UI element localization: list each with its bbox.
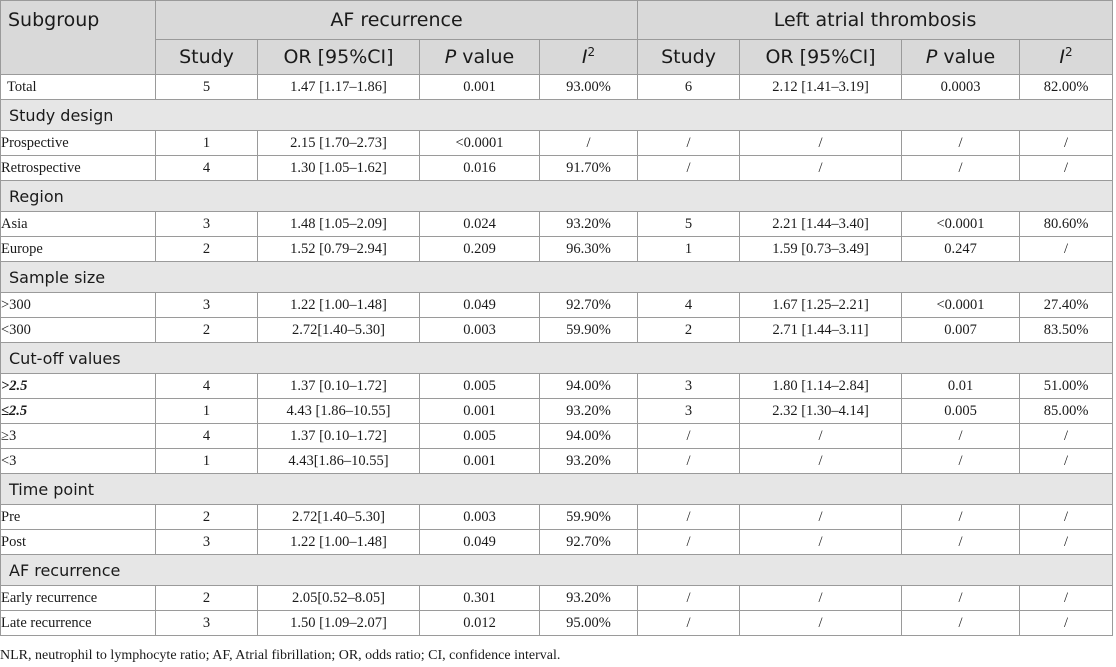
lat-study-cell: 4: [638, 293, 740, 318]
lat-or-cell: 2.21 [1.44–3.40]: [740, 212, 902, 237]
lat-i2-cell: 85.00%: [1020, 399, 1113, 424]
table-row: [1, 611, 1113, 636]
af-i2-cell: /: [540, 131, 638, 156]
lat-i2-cell: 51.00%: [1020, 374, 1113, 399]
af-study-cell: 3: [156, 611, 258, 636]
af-or-cell: 4.43[1.86–10.55]: [258, 449, 420, 474]
lat-or-cell: /: [740, 156, 902, 181]
af-or-header: OR [95%CI]: [258, 40, 420, 75]
lat-i2-cell: /: [1020, 505, 1113, 530]
lat-p-cell: /: [902, 505, 1020, 530]
af-or-cell: 1.22 [1.00–1.48]: [258, 530, 420, 555]
group-header-row: [1, 100, 1113, 131]
lat-p-cell: /: [902, 586, 1020, 611]
lat-or-cell: /: [740, 530, 902, 555]
lat-p-cell: /: [902, 424, 1020, 449]
af-or-cell: 2.05[0.52–8.05]: [258, 586, 420, 611]
row-label: <3: [1, 449, 156, 474]
row-label: Total: [1, 75, 156, 100]
lat-p-cell: 0.01: [902, 374, 1020, 399]
af-study-cell: 1: [156, 131, 258, 156]
lat-i2-cell: /: [1020, 237, 1113, 262]
table-row: [1, 75, 1113, 100]
row-label: Europe: [1, 237, 156, 262]
lat-i2-cell: /: [1020, 586, 1113, 611]
group-label: Sample size: [1, 262, 1113, 293]
lat-study-cell: /: [638, 505, 740, 530]
table-row: [1, 530, 1113, 555]
af-or-cell: 1.22 [1.00–1.48]: [258, 293, 420, 318]
table-row: [1, 293, 1113, 318]
lat-i2-cell: /: [1020, 131, 1113, 156]
af-p-cell: 0.005: [420, 424, 540, 449]
lat-p-cell: <0.0001: [902, 212, 1020, 237]
af-study-cell: 3: [156, 530, 258, 555]
table-row: [1, 586, 1113, 611]
table-row: [1, 424, 1113, 449]
lat-or-cell: 2.71 [1.44–3.11]: [740, 318, 902, 343]
row-label: >2.5: [1, 374, 156, 399]
group-header-row: [1, 343, 1113, 374]
lat-or-cell: 2.32 [1.30–4.14]: [740, 399, 902, 424]
af-study-cell: 2: [156, 237, 258, 262]
af-or-cell: 1.47 [1.17–1.86]: [258, 75, 420, 100]
af-or-cell: 1.48 [1.05–2.09]: [258, 212, 420, 237]
af-p-cell: 0.301: [420, 586, 540, 611]
lat-p-cell: 0.247: [902, 237, 1020, 262]
row-label: <300: [1, 318, 156, 343]
lat-p-cell: /: [902, 530, 1020, 555]
af-i2-cell: 93.20%: [540, 586, 638, 611]
af-i2-cell: 93.20%: [540, 399, 638, 424]
table-row: [1, 212, 1113, 237]
row-label: Early recurrence: [1, 586, 156, 611]
row-label: Late recurrence: [1, 611, 156, 636]
af-p-cell: 0.024: [420, 212, 540, 237]
af-or-cell: 2.15 [1.70–2.73]: [258, 131, 420, 156]
lat-or-cell: 2.12 [1.41–3.19]: [740, 75, 902, 100]
lat-p-cell: /: [902, 156, 1020, 181]
lat-or-header: OR [95%CI]: [740, 40, 902, 75]
af-i2-cell: 92.70%: [540, 530, 638, 555]
lat-p-cell: /: [902, 611, 1020, 636]
af-i2-cell: 96.30%: [540, 237, 638, 262]
lat-study-cell: 6: [638, 75, 740, 100]
row-label: Prospective: [1, 131, 156, 156]
table-row: [1, 318, 1113, 343]
af-i2-cell: 93.20%: [540, 449, 638, 474]
af-p-cell: 0.001: [420, 449, 540, 474]
af-study-cell: 3: [156, 293, 258, 318]
lat-or-cell: /: [740, 505, 902, 530]
af-or-cell: 2.72[1.40–5.30]: [258, 318, 420, 343]
group-header-row: [1, 474, 1113, 505]
table-row: [1, 449, 1113, 474]
row-label: Pre: [1, 505, 156, 530]
af-i2-cell: 59.90%: [540, 318, 638, 343]
subgroup-header: Subgroup: [1, 1, 156, 75]
group-label: Cut-off values: [1, 343, 1113, 374]
af-or-cell: 1.52 [0.79–2.94]: [258, 237, 420, 262]
af-study-cell: 2: [156, 318, 258, 343]
group-label: Study design: [1, 100, 1113, 131]
af-or-cell: 1.30 [1.05–1.62]: [258, 156, 420, 181]
lat-p-cell: /: [902, 449, 1020, 474]
af-i2-header: $I^2$: [540, 40, 638, 75]
af-study-cell: 1: [156, 399, 258, 424]
table-row: [1, 156, 1113, 181]
af-i2-cell: 92.70%: [540, 293, 638, 318]
lat-study-cell: 3: [638, 399, 740, 424]
af-i2-cell: 94.00%: [540, 374, 638, 399]
group-label: Region: [1, 181, 1113, 212]
af-recurrence-header: AF recurrence: [156, 1, 638, 40]
af-study-cell: 3: [156, 212, 258, 237]
table-row: [1, 505, 1113, 530]
af-p-cell: 0.001: [420, 75, 540, 100]
group-header-row: [1, 181, 1113, 212]
af-i2-cell: 93.00%: [540, 75, 638, 100]
af-study-cell: 2: [156, 586, 258, 611]
af-i2-cell: 91.70%: [540, 156, 638, 181]
af-p-cell: 0.001: [420, 399, 540, 424]
lat-i2-cell: /: [1020, 611, 1113, 636]
lat-p-cell: /: [902, 131, 1020, 156]
af-study-cell: 2: [156, 505, 258, 530]
lat-or-cell: 1.67 [1.25–2.21]: [740, 293, 902, 318]
af-study-cell: 4: [156, 156, 258, 181]
lat-i2-cell: 27.40%: [1020, 293, 1113, 318]
lat-study-cell: /: [638, 611, 740, 636]
af-p-cell: 0.003: [420, 318, 540, 343]
group-label: AF recurrence: [1, 555, 1113, 586]
row-label: Asia: [1, 212, 156, 237]
af-or-cell: 2.72[1.40–5.30]: [258, 505, 420, 530]
lat-i2-cell: /: [1020, 424, 1113, 449]
af-or-cell: 1.50 [1.09–2.07]: [258, 611, 420, 636]
row-label: ≤2.5: [1, 399, 156, 424]
lat-study-cell: /: [638, 449, 740, 474]
af-p-header: P value: [420, 40, 540, 75]
lat-i2-cell: /: [1020, 530, 1113, 555]
lat-study-header: Study: [638, 40, 740, 75]
row-label: Post: [1, 530, 156, 555]
lat-i2-cell: 80.60%: [1020, 212, 1113, 237]
af-p-cell: 0.049: [420, 293, 540, 318]
lat-study-cell: 1: [638, 237, 740, 262]
lat-study-cell: /: [638, 156, 740, 181]
lat-p-cell: 0.0003: [902, 75, 1020, 100]
lat-study-cell: 2: [638, 318, 740, 343]
af-p-cell: 0.003: [420, 505, 540, 530]
lat-study-cell: /: [638, 530, 740, 555]
lat-or-cell: /: [740, 131, 902, 156]
table-row: [1, 374, 1113, 399]
lat-i2-header: $I^2$: [1020, 40, 1113, 75]
lat-study-cell: 3: [638, 374, 740, 399]
af-p-cell: 0.005: [420, 374, 540, 399]
af-study-cell: 4: [156, 374, 258, 399]
table-row: [1, 237, 1113, 262]
table-row: [1, 399, 1113, 424]
af-study-header: Study: [156, 40, 258, 75]
af-p-cell: 0.049: [420, 530, 540, 555]
lat-p-header: P value: [902, 40, 1020, 75]
lat-study-cell: /: [638, 131, 740, 156]
header-row-1: [1, 1, 1113, 40]
lat-study-cell: /: [638, 586, 740, 611]
lat-or-cell: 1.59 [0.73–3.49]: [740, 237, 902, 262]
lat-or-cell: /: [740, 424, 902, 449]
lat-study-cell: 5: [638, 212, 740, 237]
group-header-row: [1, 555, 1113, 586]
left-atrial-thrombosis-header: Left atrial thrombosis: [638, 1, 1113, 40]
row-label: ≥3: [1, 424, 156, 449]
lat-or-cell: /: [740, 449, 902, 474]
lat-p-cell: 0.005: [902, 399, 1020, 424]
af-i2-cell: 93.20%: [540, 212, 638, 237]
af-or-cell: 1.37 [0.10–1.72]: [258, 374, 420, 399]
lat-or-cell: /: [740, 586, 902, 611]
lat-p-cell: 0.007: [902, 318, 1020, 343]
af-study-cell: 1: [156, 449, 258, 474]
table-row: [1, 131, 1113, 156]
af-i2-cell: 94.00%: [540, 424, 638, 449]
lat-i2-cell: 83.50%: [1020, 318, 1113, 343]
group-header-row: [1, 262, 1113, 293]
af-p-cell: 0.209: [420, 237, 540, 262]
af-or-cell: 4.43 [1.86–10.55]: [258, 399, 420, 424]
af-p-cell: 0.012: [420, 611, 540, 636]
af-p-cell: <0.0001: [420, 131, 540, 156]
table-footnote: NLR, neutrophil to lymphocyte ratio; AF, Atrial fibrillation; OR, odds ratio; CI, confidence interval.: [0, 648, 561, 663]
af-study-cell: 5: [156, 75, 258, 100]
af-p-cell: 0.016: [420, 156, 540, 181]
lat-study-cell: /: [638, 424, 740, 449]
lat-i2-cell: /: [1020, 156, 1113, 181]
af-study-cell: 4: [156, 424, 258, 449]
row-label: Retrospective: [1, 156, 156, 181]
lat-or-cell: /: [740, 611, 902, 636]
lat-i2-cell: /: [1020, 449, 1113, 474]
row-label: >300: [1, 293, 156, 318]
header-row-2: [1, 40, 1113, 75]
lat-or-cell: 1.80 [1.14–2.84]: [740, 374, 902, 399]
af-i2-cell: 59.90%: [540, 505, 638, 530]
af-or-cell: 1.37 [0.10–1.72]: [258, 424, 420, 449]
lat-i2-cell: 82.00%: [1020, 75, 1113, 100]
group-label: Time point: [1, 474, 1113, 505]
af-i2-cell: 95.00%: [540, 611, 638, 636]
lat-p-cell: <0.0001: [902, 293, 1020, 318]
